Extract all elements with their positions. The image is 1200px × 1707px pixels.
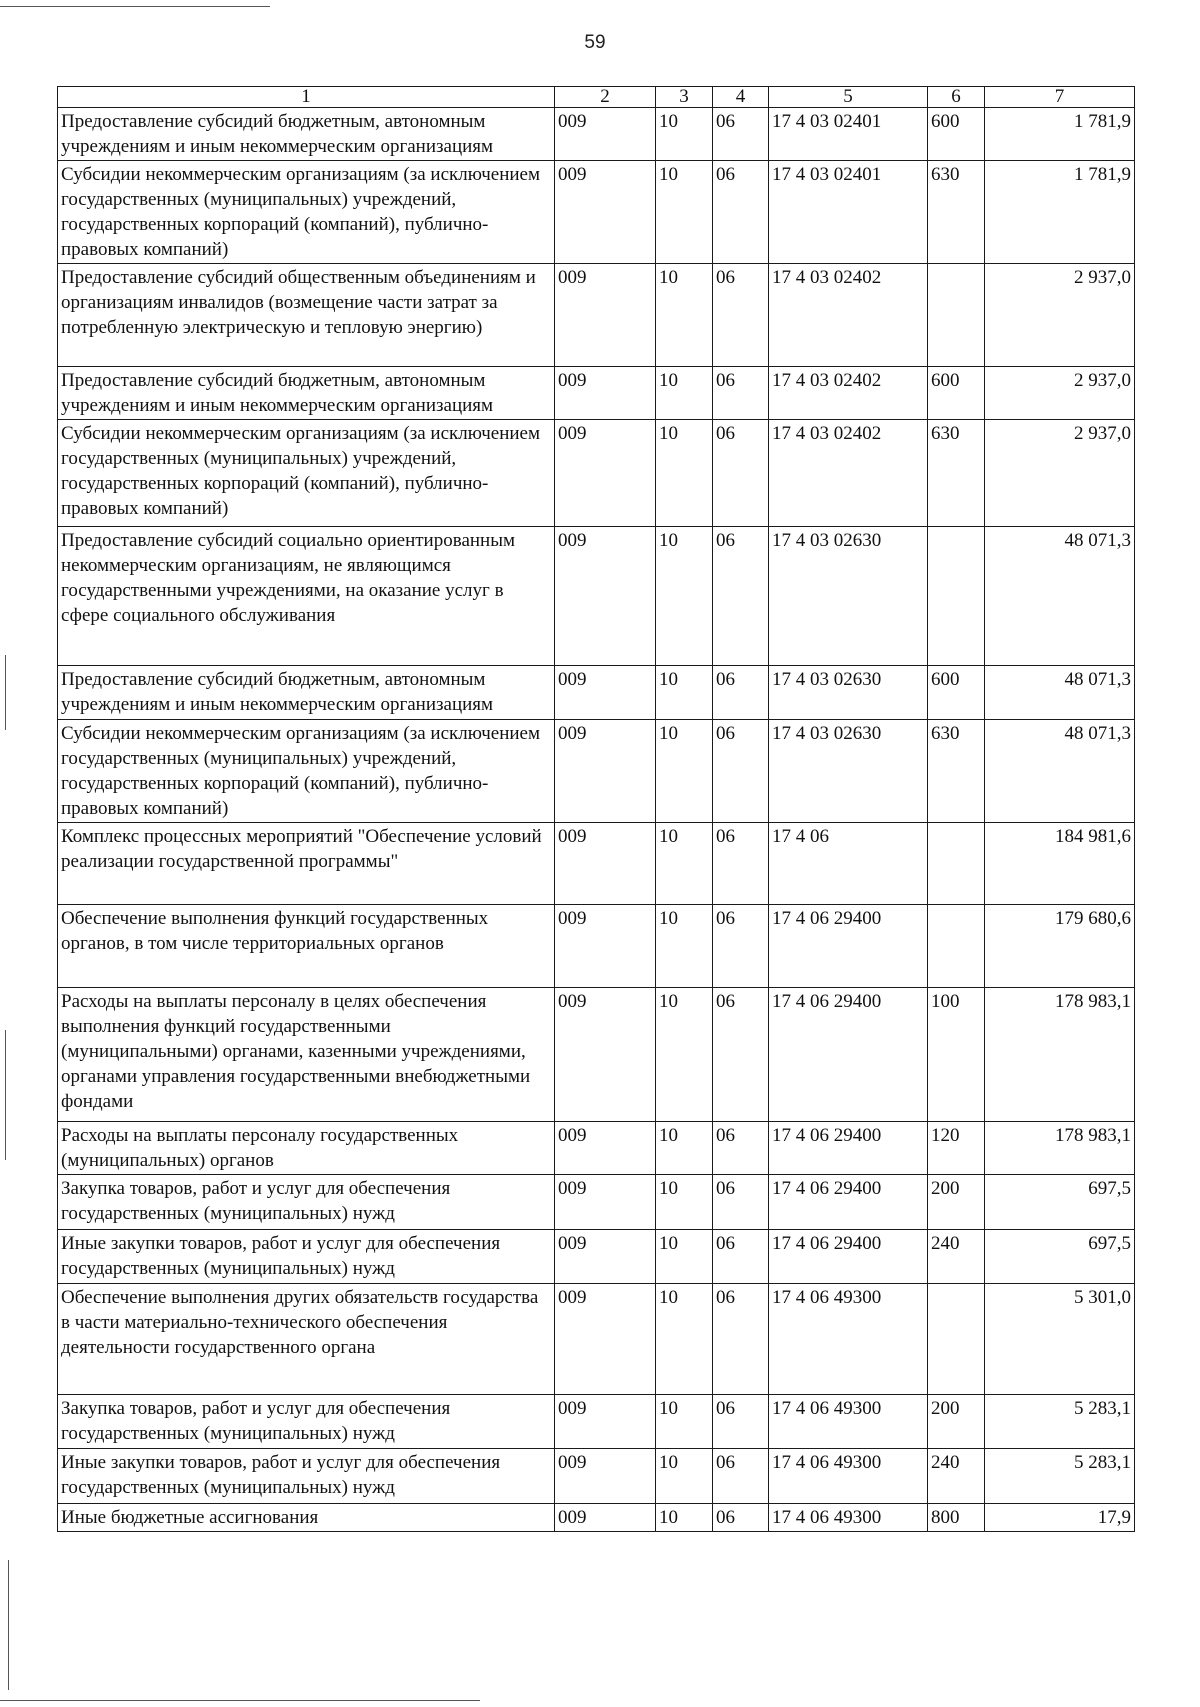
item-name-cell: Предоставление субсидий бюджетным, автономным учреждениям и иным некоммерческим организациям (58, 666, 555, 720)
item-name-cell: Расходы на выплаты персоналу государственных (муниципальных) органов (58, 1122, 555, 1175)
target-article-cell: 17 4 03 02402 (769, 367, 928, 420)
ministry-code-cell: 009 (555, 823, 656, 905)
amount-cell: 2 937,0 (985, 264, 1135, 367)
section-cell: 10 (656, 420, 713, 527)
target-article-cell: 17 4 06 49300 (769, 1284, 928, 1395)
ministry-code-cell: 009 (555, 1395, 656, 1449)
ministry-code-cell: 009 (555, 1504, 656, 1532)
ministry-code-cell: 009 (555, 367, 656, 420)
target-article-cell: 17 4 03 02401 (769, 108, 928, 161)
target-article-cell: 17 4 06 29400 (769, 905, 928, 988)
subsection-cell: 06 (713, 264, 769, 367)
col-header-6: 6 (928, 87, 985, 108)
section-cell: 10 (656, 988, 713, 1122)
item-name-cell: Предоставление субсидий социально ориентированным некоммерческим организациям, не являющимся государственными учреждениями, на оказание услуг в сфере социального обслуживания (58, 527, 555, 666)
table-row (58, 1449, 1135, 1504)
item-name-cell: Субсидии некоммерческим организациям (за исключением государственных (муниципальных) учреждений, государственных корпораций (компаний), публично-правовых компаний) (58, 161, 555, 264)
section-cell: 10 (656, 1395, 713, 1449)
table-body (58, 108, 1135, 1532)
expense-type-cell: 630 (928, 720, 985, 823)
target-article-cell: 17 4 06 29400 (769, 1122, 928, 1175)
section-cell: 10 (656, 1122, 713, 1175)
scan-artifact-left-1 (5, 655, 6, 730)
amount-cell: 697,5 (985, 1230, 1135, 1284)
target-article-cell: 17 4 03 02630 (769, 720, 928, 823)
expense-type-cell: 600 (928, 108, 985, 161)
expense-type-cell: 630 (928, 420, 985, 527)
page-number: 59 (584, 32, 606, 53)
item-name-cell: Закупка товаров, работ и услуг для обеспечения государственных (муниципальных) нужд (58, 1175, 555, 1230)
ministry-code-cell: 009 (555, 720, 656, 823)
item-name-cell: Закупка товаров, работ и услуг для обеспечения государственных (муниципальных) нужд (58, 1395, 555, 1449)
table-row (58, 905, 1135, 988)
section-cell: 10 (656, 905, 713, 988)
section-cell: 10 (656, 666, 713, 720)
subsection-cell: 06 (713, 720, 769, 823)
amount-cell: 178 983,1 (985, 1122, 1135, 1175)
amount-cell: 48 071,3 (985, 527, 1135, 666)
amount-cell: 178 983,1 (985, 988, 1135, 1122)
col-header-3: 3 (656, 87, 713, 108)
table-row (58, 527, 1135, 666)
target-article-cell: 17 4 03 02402 (769, 420, 928, 527)
target-article-cell: 17 4 06 29400 (769, 1175, 928, 1230)
subsection-cell: 06 (713, 1449, 769, 1504)
target-article-cell: 17 4 03 02630 (769, 666, 928, 720)
expense-type-cell (928, 905, 985, 988)
amount-cell: 1 781,9 (985, 108, 1135, 161)
amount-cell: 48 071,3 (985, 666, 1135, 720)
expense-type-cell: 240 (928, 1230, 985, 1284)
table-row (58, 1284, 1135, 1395)
subsection-cell: 06 (713, 666, 769, 720)
amount-cell: 5 301,0 (985, 1284, 1135, 1395)
expense-type-cell (928, 823, 985, 905)
subsection-cell: 06 (713, 823, 769, 905)
expense-type-cell: 200 (928, 1175, 985, 1230)
subsection-cell: 06 (713, 1395, 769, 1449)
section-cell: 10 (656, 1284, 713, 1395)
item-name-cell: Предоставление субсидий бюджетным, автономным учреждениям и иным некоммерческим организациям (58, 108, 555, 161)
expense-type-cell: 800 (928, 1504, 985, 1532)
target-article-cell: 17 4 06 49300 (769, 1504, 928, 1532)
scan-artifact-bottom (0, 1700, 480, 1701)
subsection-cell: 06 (713, 367, 769, 420)
target-article-cell: 17 4 06 (769, 823, 928, 905)
table-row (58, 823, 1135, 905)
amount-cell: 48 071,3 (985, 720, 1135, 823)
table-row (58, 666, 1135, 720)
table-row (58, 1230, 1135, 1284)
table-row (58, 161, 1135, 264)
section-cell: 10 (656, 264, 713, 367)
amount-cell: 2 937,0 (985, 367, 1135, 420)
ministry-code-cell: 009 (555, 108, 656, 161)
subsection-cell: 06 (713, 1175, 769, 1230)
item-name-cell: Иные закупки товаров, работ и услуг для обеспечения государственных (муниципальных) нужд (58, 1230, 555, 1284)
table-row (58, 1395, 1135, 1449)
item-name-cell: Субсидии некоммерческим организациям (за исключением государственных (муниципальных) учреждений, государственных корпораций (компаний), публично-правовых компаний) (58, 420, 555, 527)
table-row (58, 367, 1135, 420)
item-name-cell: Иные бюджетные ассигнования (58, 1504, 555, 1532)
target-article-cell: 17 4 06 49300 (769, 1395, 928, 1449)
target-article-cell: 17 4 03 02401 (769, 161, 928, 264)
expense-type-cell: 600 (928, 367, 985, 420)
section-cell: 10 (656, 1504, 713, 1532)
section-cell: 10 (656, 1449, 713, 1504)
amount-cell: 697,5 (985, 1175, 1135, 1230)
item-name-cell: Расходы на выплаты персоналу в целях обеспечения выполнения функций государственными (муниципальными) органами, казенными учреждениями, органами управления государственными внебюджетными фондами (58, 988, 555, 1122)
subsection-cell: 06 (713, 988, 769, 1122)
scan-artifact-left-3 (8, 1560, 9, 1690)
ministry-code-cell: 009 (555, 1122, 656, 1175)
item-name-cell: Комплекс процессных мероприятий "Обеспечение условий реализации государственной программы" (58, 823, 555, 905)
subsection-cell: 06 (713, 1122, 769, 1175)
col-header-5: 5 (769, 87, 928, 108)
section-cell: 10 (656, 527, 713, 666)
section-cell: 10 (656, 720, 713, 823)
col-header-7: 7 (985, 87, 1135, 108)
scan-artifact-top (0, 6, 270, 7)
ministry-code-cell: 009 (555, 905, 656, 988)
section-cell: 10 (656, 161, 713, 264)
col-header-4: 4 (713, 87, 769, 108)
ministry-code-cell: 009 (555, 161, 656, 264)
expense-type-cell: 240 (928, 1449, 985, 1504)
expense-type-cell: 600 (928, 666, 985, 720)
ministry-code-cell: 009 (555, 264, 656, 367)
item-name-cell: Обеспечение выполнения функций государственных органов, в том числе территориальных органов (58, 905, 555, 988)
expense-type-cell: 120 (928, 1122, 985, 1175)
target-article-cell: 17 4 03 02630 (769, 527, 928, 666)
table-row (58, 264, 1135, 367)
ministry-code-cell: 009 (555, 1449, 656, 1504)
subsection-cell: 06 (713, 108, 769, 161)
expense-type-cell: 630 (928, 161, 985, 264)
expense-type-cell (928, 527, 985, 666)
amount-cell: 5 283,1 (985, 1449, 1135, 1504)
expense-type-cell: 200 (928, 1395, 985, 1449)
subsection-cell: 06 (713, 1230, 769, 1284)
col-header-2: 2 (555, 87, 656, 108)
ministry-code-cell: 009 (555, 988, 656, 1122)
ministry-code-cell: 009 (555, 1175, 656, 1230)
table-row (58, 988, 1135, 1122)
item-name-cell: Иные закупки товаров, работ и услуг для обеспечения государственных (муниципальных) нужд (58, 1449, 555, 1504)
item-name-cell: Предоставление субсидий общественным объединениям и организациям инвалидов (возмещение части затрат за потребленную электрическую и тепловую энергию) (58, 264, 555, 367)
table-row (58, 1175, 1135, 1230)
section-cell: 10 (656, 1175, 713, 1230)
ministry-code-cell: 009 (555, 666, 656, 720)
table-row (58, 720, 1135, 823)
col-header-1: 1 (58, 87, 555, 108)
amount-cell: 179 680,6 (985, 905, 1135, 988)
table-row (58, 420, 1135, 527)
subsection-cell: 06 (713, 1504, 769, 1532)
expense-type-cell (928, 1284, 985, 1395)
target-article-cell: 17 4 06 49300 (769, 1449, 928, 1504)
budget-table (57, 86, 1135, 1532)
amount-cell: 17,9 (985, 1504, 1135, 1532)
target-article-cell: 17 4 06 29400 (769, 988, 928, 1122)
target-article-cell: 17 4 03 02402 (769, 264, 928, 367)
section-cell: 10 (656, 367, 713, 420)
table-row (58, 108, 1135, 161)
amount-cell: 184 981,6 (985, 823, 1135, 905)
item-name-cell: Субсидии некоммерческим организациям (за исключением государственных (муниципальных) учреждений, государственных корпораций (компаний), публично-правовых компаний) (58, 720, 555, 823)
subsection-cell: 06 (713, 1284, 769, 1395)
table-row (58, 1122, 1135, 1175)
ministry-code-cell: 009 (555, 1230, 656, 1284)
ministry-code-cell: 009 (555, 1284, 656, 1395)
section-cell: 10 (656, 1230, 713, 1284)
amount-cell: 2 937,0 (985, 420, 1135, 527)
section-cell: 10 (656, 823, 713, 905)
section-cell: 10 (656, 108, 713, 161)
ministry-code-cell: 009 (555, 420, 656, 527)
amount-cell: 5 283,1 (985, 1395, 1135, 1449)
item-name-cell: Обеспечение выполнения других обязательств государства в части материально-технического обеспечения деятельности государственного органа (58, 1284, 555, 1395)
subsection-cell: 06 (713, 420, 769, 527)
expense-type-cell: 100 (928, 988, 985, 1122)
scan-artifact-left-2 (5, 1030, 6, 1160)
table-row (58, 1504, 1135, 1532)
subsection-cell: 06 (713, 161, 769, 264)
subsection-cell: 06 (713, 905, 769, 988)
amount-cell: 1 781,9 (985, 161, 1135, 264)
header-row (58, 87, 1135, 108)
item-name-cell: Предоставление субсидий бюджетным, автономным учреждениям и иным некоммерческим организациям (58, 367, 555, 420)
target-article-cell: 17 4 06 29400 (769, 1230, 928, 1284)
ministry-code-cell: 009 (555, 527, 656, 666)
subsection-cell: 06 (713, 527, 769, 666)
expense-type-cell (928, 264, 985, 367)
